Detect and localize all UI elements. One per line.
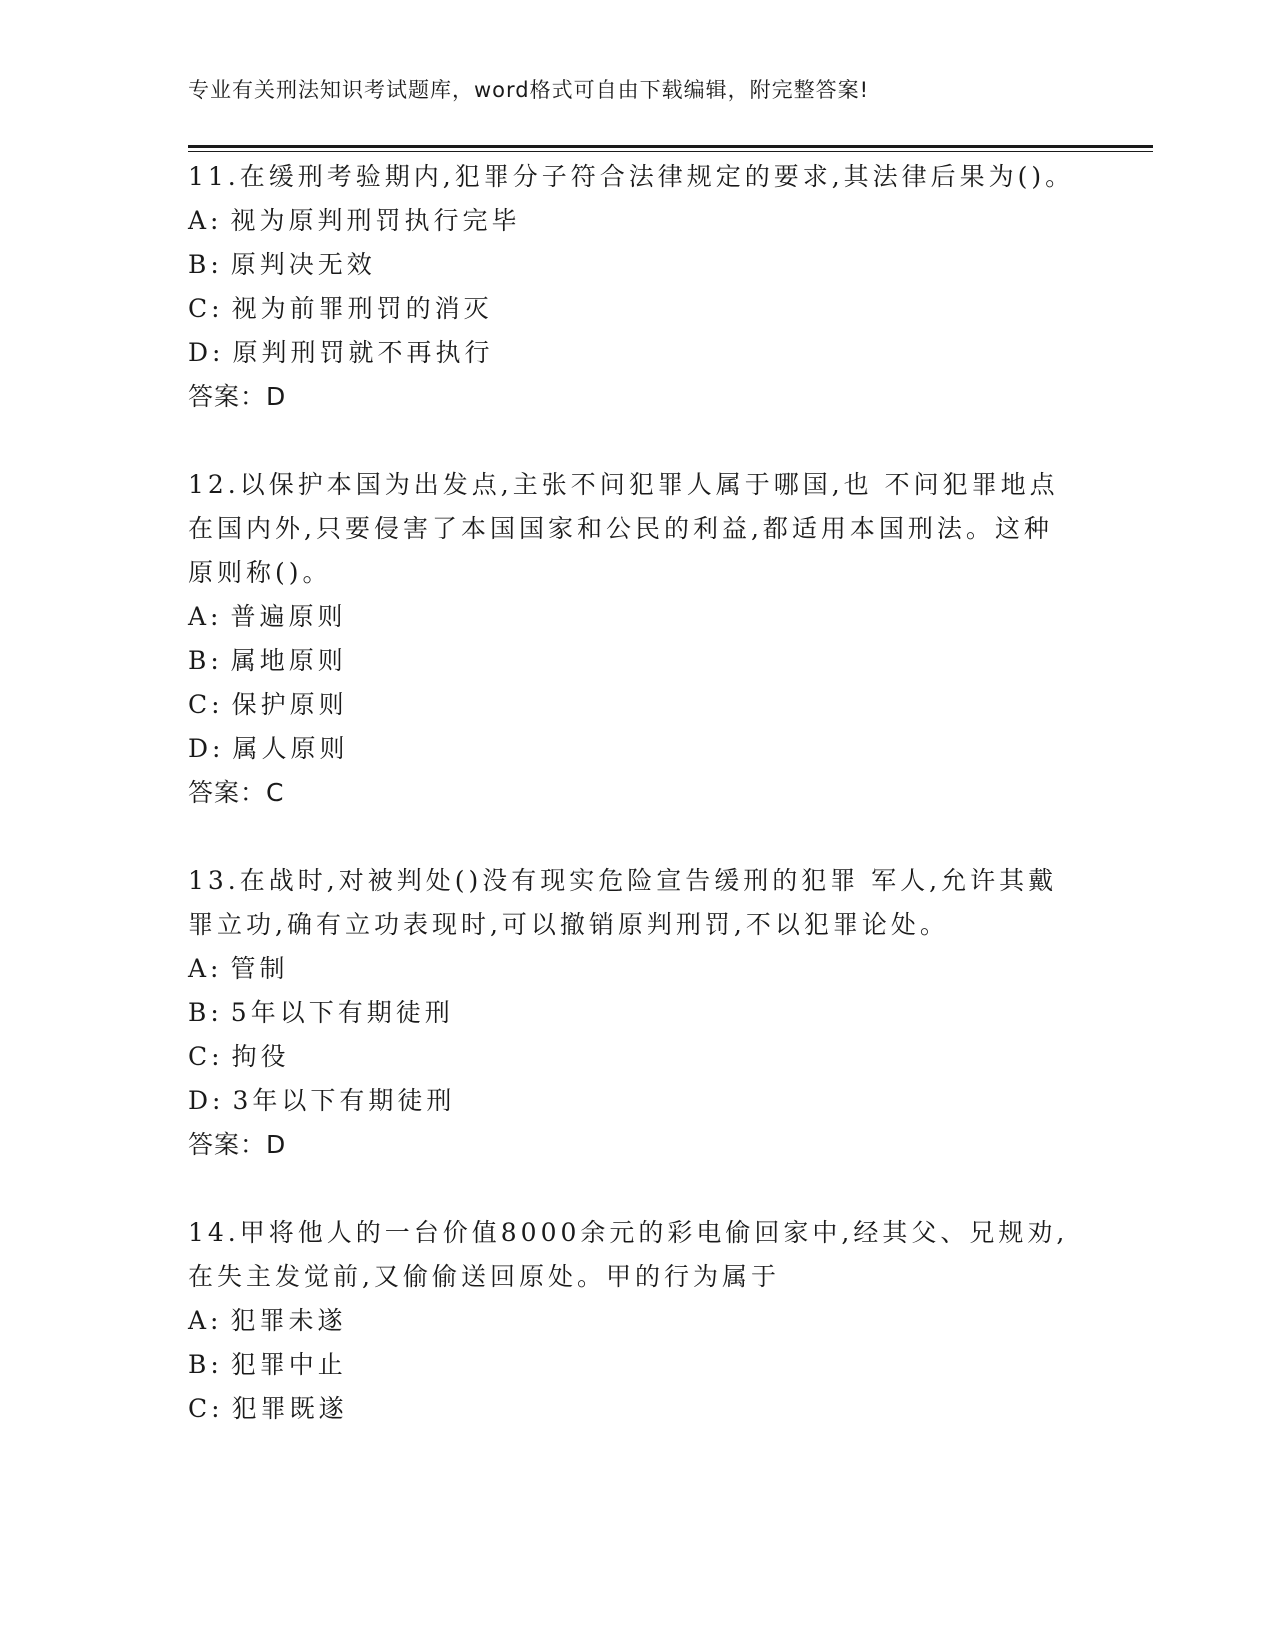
question-13-option-c: [188, 1042, 290, 1072]
question-12-answer: 答案：C: [188, 778, 285, 807]
question-13-stem-line-1: 13.在战时,对被判处()没有现实危险宣告缓刑的犯罪 军人,允许其戴: [188, 866, 1058, 895]
question-14-option-b: [188, 1350, 347, 1380]
question-11-option-d: [188, 338, 493, 368]
question-12-option-b: [188, 646, 347, 676]
option-text: 视为前罪刑罚的消灭: [231, 294, 493, 323]
option-text: 属地原则: [230, 646, 347, 675]
option-letter: B:: [188, 1350, 223, 1379]
question-13-option-a: [188, 954, 289, 984]
question-14-option-c: [188, 1394, 348, 1424]
question-13-answer: 答案：D: [188, 1130, 287, 1159]
option-text: 5年以下有期徒刑: [230, 998, 454, 1027]
question-12-stem-line-1: 12.以保护本国为出发点,主张不问犯罪人属于哪国,也 不问犯罪地点: [188, 470, 1059, 499]
option-text: 管制: [230, 954, 289, 983]
option-text: 属人原则: [232, 734, 349, 763]
option-letter: A:: [188, 1306, 223, 1335]
option-letter: A:: [188, 602, 223, 631]
question-13-stem-line-2: 罪立功,确有立功表现时,可以撤销原判刑罚,不以犯罪论处。: [188, 910, 949, 939]
question-11-answer: 答案：D: [188, 382, 287, 411]
question-12-stem-line-2: 在国内外,只要侵害了本国国家和公民的利益,都适用本国刑法。这种: [188, 514, 1053, 543]
option-letter: D:: [188, 734, 225, 763]
question-11-option-b: [188, 250, 376, 280]
option-text: 原判决无效: [230, 250, 376, 279]
question-13-option-d: [188, 1086, 455, 1116]
option-letter: B:: [188, 250, 223, 279]
header-rule-thin: [188, 151, 1153, 152]
page-header: 专业有关刑法知识考试题库，word格式可自由下载编辑，附完整答案!: [188, 78, 870, 102]
question-13-option-b: [188, 998, 454, 1028]
option-letter: C:: [188, 690, 224, 719]
question-12-option-c: [188, 690, 348, 720]
header-rule-thick: [188, 145, 1153, 148]
question-12-option-a: [188, 602, 347, 632]
question-14-stem-line-1: 14.甲将他人的一台价值8000余元的彩电偷回家中,经其父、兄规劝,: [188, 1218, 1069, 1247]
question-12-stem-line-3: 原则称()。: [188, 558, 332, 587]
question-11-option-a: [188, 206, 521, 236]
option-text: 保护原则: [231, 690, 348, 719]
question-11-option-c: [188, 294, 493, 324]
option-letter: C:: [188, 1394, 224, 1423]
option-text: 拘役: [231, 1042, 290, 1071]
question-11-stem-line-1: 11.在缓刑考验期内,犯罪分子符合法律规定的要求,其法律后果为()。: [188, 162, 1075, 191]
option-letter: C:: [188, 294, 224, 323]
option-text: 原判刑罚就不再执行: [232, 338, 494, 367]
option-letter: B:: [188, 998, 223, 1027]
question-14-option-a: [188, 1306, 347, 1336]
option-text: 3年以下有期徒刑: [232, 1086, 456, 1115]
option-text: 犯罪既遂: [231, 1394, 348, 1423]
option-letter: A:: [188, 954, 223, 983]
option-letter: C:: [188, 1042, 224, 1071]
question-12-option-d: [188, 734, 348, 764]
option-text: 普遍原则: [230, 602, 347, 631]
option-letter: D:: [188, 1086, 225, 1115]
question-14-stem-line-2: 在失主发觉前,又偷偷送回原处。甲的行为属于: [188, 1262, 780, 1291]
option-letter: A:: [188, 206, 223, 235]
option-text: 犯罪未遂: [230, 1306, 347, 1335]
option-text: 犯罪中止: [230, 1350, 347, 1379]
option-letter: B:: [188, 646, 223, 675]
option-text: 视为原判刑罚执行完毕: [230, 206, 521, 235]
option-letter: D:: [188, 338, 225, 367]
